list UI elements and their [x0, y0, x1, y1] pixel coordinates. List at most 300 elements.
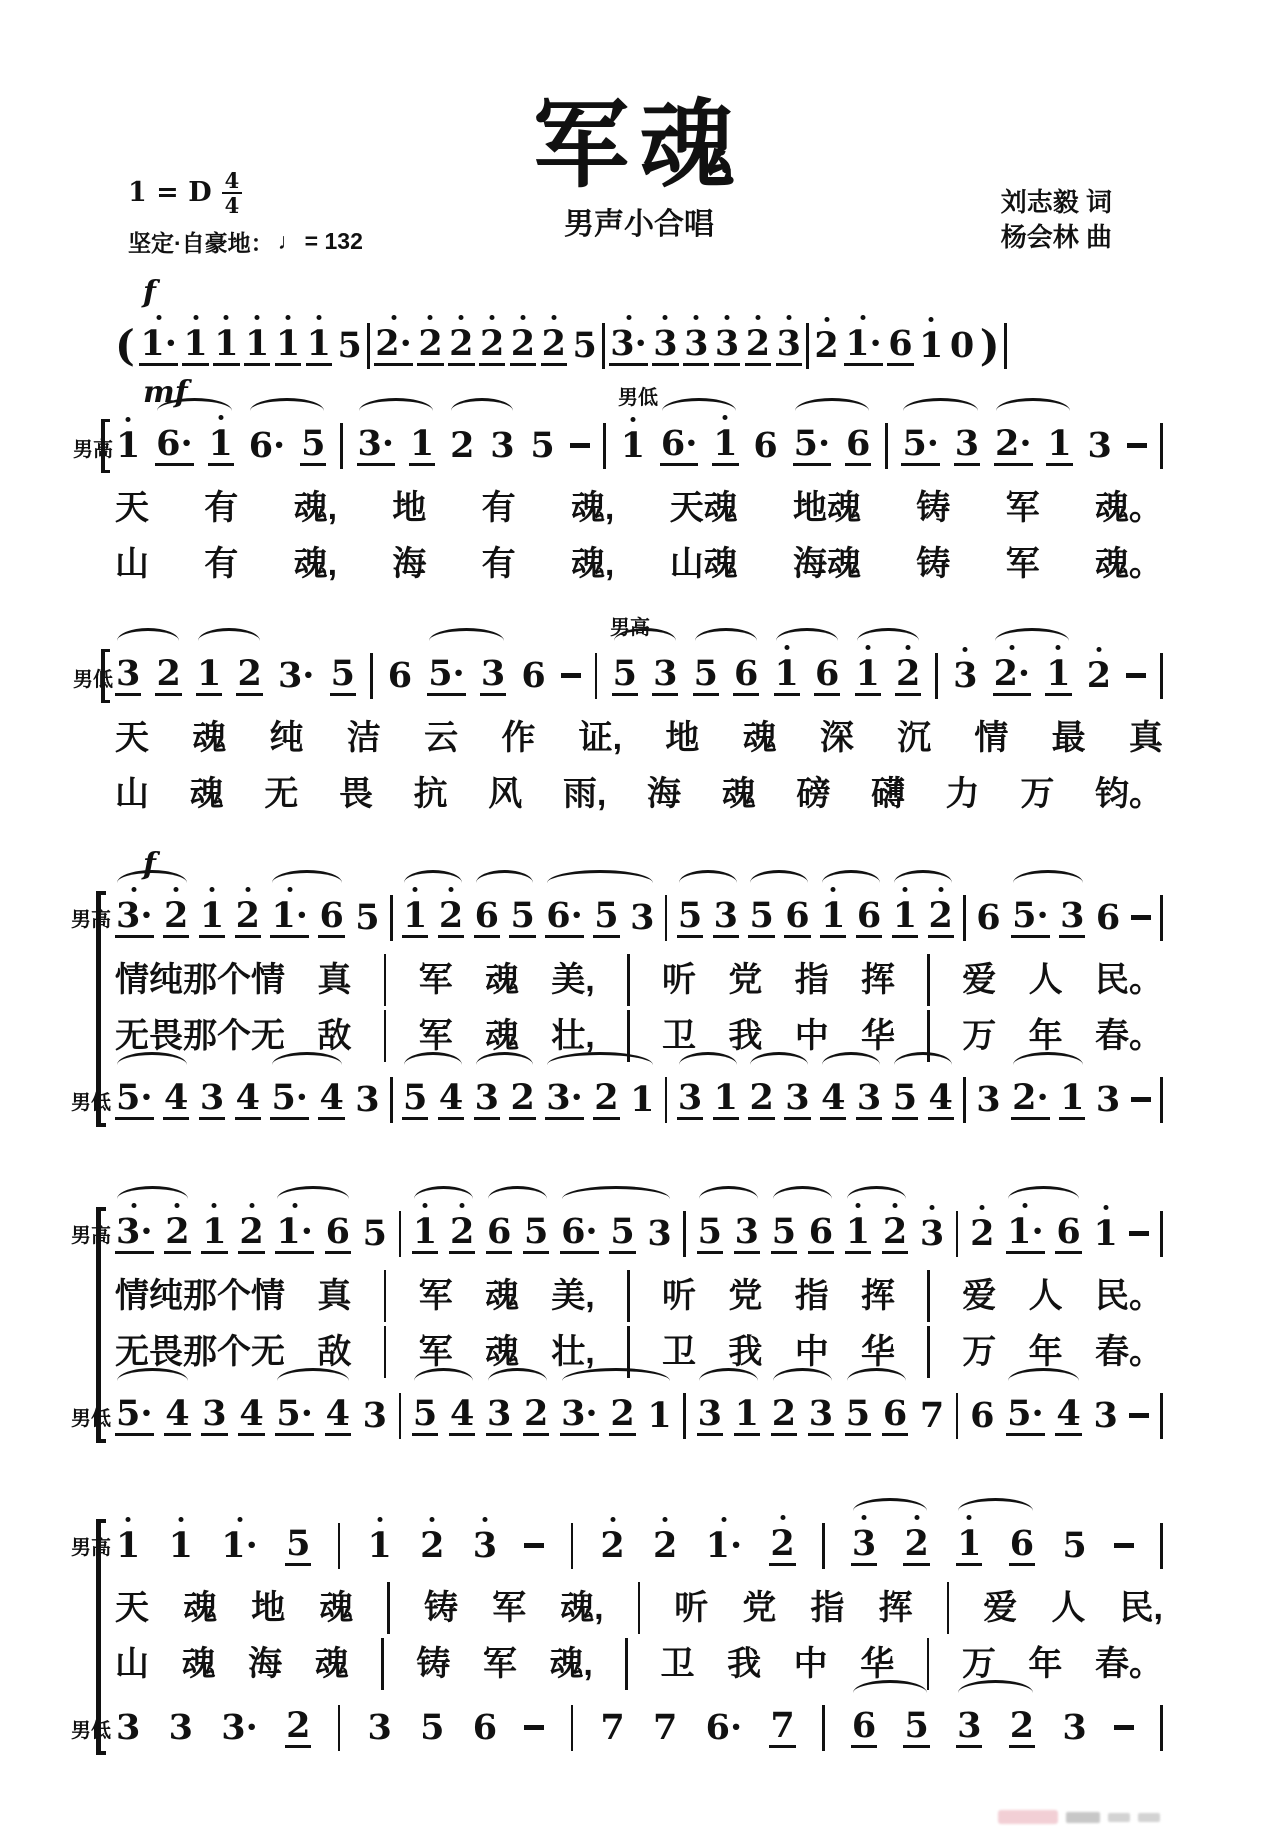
- lyrics-row: [115, 1585, 1163, 1631]
- note: 3: [1087, 425, 1112, 467]
- lyric-barline: [627, 1270, 630, 1322]
- note: 2: [770, 1522, 795, 1564]
- quarter-note-icon: ♩: [277, 227, 301, 254]
- lyric-word: 人: [1051, 1588, 1086, 1627]
- lyric-word: 天: [115, 488, 149, 527]
- note: 3·: [221, 1707, 258, 1749]
- note: 6·: [156, 422, 193, 464]
- note: 3: [954, 422, 980, 464]
- barline: [370, 653, 373, 699]
- lyric-word: 美,: [551, 960, 595, 999]
- note: 7: [919, 1395, 945, 1437]
- voice-label-tenor: 男高: [71, 908, 111, 931]
- note: 3: [1060, 894, 1085, 936]
- lyric-word: 中: [793, 1644, 828, 1683]
- lyric-barline: [384, 1326, 387, 1378]
- barline: [956, 1211, 959, 1257]
- lyric-word: 魂: [181, 1644, 216, 1683]
- lyric-word: 军: [492, 1588, 527, 1627]
- dash-prolong: [1131, 915, 1151, 920]
- note: 2: [882, 1210, 908, 1252]
- note: 5: [286, 1522, 311, 1564]
- barline: [806, 323, 809, 369]
- lyric-word: 魂: [183, 1588, 218, 1627]
- lyric-word: 作: [501, 718, 536, 757]
- lyric-word: 铸: [916, 488, 951, 527]
- note: 1·: [140, 322, 177, 364]
- barline: [1160, 653, 1163, 699]
- lyric-barline: [638, 1582, 641, 1634]
- note: 1: [892, 894, 918, 936]
- slur-arc: [776, 628, 838, 641]
- score-header: [0, 167, 1278, 256]
- slur-arc: [679, 870, 737, 883]
- slur-arc: [198, 628, 260, 641]
- note: 2: [450, 425, 475, 467]
- barline: [595, 653, 598, 699]
- lyric-word: 听: [661, 1276, 696, 1315]
- lyric-word: 魂,: [570, 488, 615, 527]
- note: 1: [855, 652, 880, 694]
- lyric-word: 我: [728, 1332, 763, 1371]
- lyric-word: 风: [488, 774, 523, 813]
- note: 1: [647, 1395, 672, 1437]
- lyric-word: 云: [424, 718, 459, 757]
- slur-arc: [995, 628, 1069, 641]
- time-numerator: 4: [224, 167, 240, 193]
- slur-arc: [662, 398, 736, 411]
- note: 2·: [1012, 1076, 1049, 1118]
- notation-line-tenor-4: [115, 1205, 1163, 1263]
- note: 6·: [660, 422, 698, 464]
- note: 3: [647, 1213, 672, 1255]
- dash-prolong: [1129, 1413, 1149, 1418]
- note: 2: [749, 1076, 774, 1118]
- lyric-word: 指: [810, 1588, 845, 1627]
- lyric-word: 指: [794, 960, 829, 999]
- note: 1·: [271, 894, 308, 936]
- notation-line-tenor-1: [115, 374, 1163, 475]
- note: 2: [510, 1076, 535, 1118]
- lyric-word: 磅: [796, 774, 831, 813]
- voice-label-bass: 男低: [71, 1407, 111, 1430]
- dash-prolong: [524, 1543, 544, 1548]
- barline: [963, 895, 966, 941]
- lyrics-row: [115, 771, 1163, 817]
- lyric-word: 爱: [962, 1276, 997, 1315]
- note: 7: [600, 1707, 625, 1749]
- lyric-word: 抗: [413, 774, 448, 813]
- slur-arc: [847, 1186, 906, 1199]
- note: 1: [734, 1392, 759, 1434]
- lyrics-row: [115, 485, 1163, 531]
- voice-change-label: 男低: [618, 386, 658, 409]
- note: 7: [770, 1704, 795, 1746]
- lyric-word: 魂,: [549, 1644, 593, 1683]
- lyric-word: 山: [115, 1644, 149, 1683]
- note: 6: [472, 1707, 498, 1749]
- slur-arc: [795, 398, 869, 411]
- lyrics-row: [115, 957, 1163, 1003]
- note: 3: [851, 1522, 877, 1564]
- note: 6: [319, 894, 344, 936]
- note: 3: [684, 322, 709, 364]
- note: 3: [367, 1707, 392, 1749]
- note: 1: [630, 1079, 655, 1121]
- note: 1: [713, 1076, 739, 1118]
- note: 6·: [248, 425, 286, 467]
- note: 3: [116, 652, 141, 694]
- lyric-word: 海: [647, 774, 682, 813]
- note: 1·: [221, 1525, 258, 1567]
- lyric-word: 万: [962, 1016, 997, 1055]
- lyric-word: 魂: [319, 1588, 354, 1627]
- dash-prolong: [1129, 1231, 1149, 1236]
- dash-prolong: [1114, 1725, 1134, 1730]
- lyric-word: 海: [392, 544, 427, 583]
- note: 3: [1093, 1395, 1118, 1437]
- note: 1: [202, 1210, 227, 1252]
- note: 5: [771, 1210, 797, 1252]
- note: 3: [480, 652, 506, 694]
- lyric-word: 壮,: [551, 1332, 595, 1371]
- lyric-word: 畏: [338, 774, 373, 813]
- lyric-barline: [381, 1638, 384, 1690]
- note: 5: [524, 1210, 549, 1252]
- note: 3: [653, 322, 678, 364]
- slur-arc: [894, 870, 952, 883]
- note: 1: [1093, 1213, 1118, 1255]
- lyric-word: 海魂: [792, 544, 861, 583]
- lyric-word: 无: [264, 774, 299, 813]
- lyric-word: 山魂: [669, 544, 738, 583]
- lyric-barline: [384, 954, 387, 1006]
- note: 4: [239, 1392, 264, 1434]
- barline: [956, 1393, 959, 1439]
- note: 6: [734, 652, 759, 694]
- dynamic-marking: f: [143, 274, 156, 310]
- lyric-word: 魂,: [570, 544, 615, 583]
- barline: [935, 653, 938, 699]
- lyric-word: 魂: [189, 774, 224, 813]
- lyric-barline: [627, 954, 630, 1006]
- note: 3: [474, 1076, 499, 1118]
- slur-arc: [822, 870, 880, 883]
- dash-prolong: [1127, 443, 1147, 448]
- lyric-word: 爱: [983, 1588, 1018, 1627]
- note: 2: [970, 1213, 995, 1255]
- lyric-word: 春。: [1094, 1016, 1163, 1055]
- note: 5: [403, 1076, 428, 1118]
- note: 1·: [705, 1525, 743, 1567]
- lyric-word: 中: [794, 1332, 829, 1371]
- lyric-word: 地: [665, 718, 700, 757]
- lyric-word: 礴: [871, 774, 906, 813]
- note: 1: [1046, 652, 1071, 694]
- lyric-word: 魂,: [560, 1588, 604, 1627]
- lyric-word: 铸: [916, 544, 951, 583]
- barline: [665, 895, 668, 941]
- lyric-word: 万: [961, 1644, 996, 1683]
- lyric-word: 敌: [317, 1016, 352, 1055]
- lyric-barline: [927, 1270, 930, 1322]
- barline: [602, 323, 605, 369]
- note: 2: [745, 322, 771, 364]
- note: 2·: [994, 422, 1032, 464]
- dash-prolong: [1126, 673, 1146, 678]
- note: 2: [286, 1704, 311, 1746]
- barline: [571, 1705, 574, 1751]
- composer: 杨会林 曲: [1000, 221, 1112, 252]
- barline: [1004, 323, 1007, 369]
- note: 5: [330, 652, 355, 694]
- note: 1·: [845, 322, 882, 364]
- note: 2: [237, 652, 262, 694]
- lyric-word: 真: [317, 960, 352, 999]
- lyric-word: 魂。: [1094, 544, 1163, 583]
- lyric-word: 无畏那个无: [115, 1016, 285, 1055]
- note: 5: [612, 652, 637, 694]
- note: 4: [1056, 1392, 1081, 1434]
- slur-arc: [277, 1186, 349, 1199]
- lyric-word: 春。: [1094, 1332, 1163, 1371]
- lyric-word: 指: [794, 1276, 829, 1315]
- note: 1: [183, 322, 208, 364]
- note: 2: [420, 1525, 445, 1567]
- note: 6: [976, 897, 1001, 939]
- lyric-barline: [625, 1638, 628, 1690]
- lyricist: 刘志毅 词: [1000, 186, 1112, 217]
- slur-arc: [414, 1186, 473, 1199]
- note: 3: [953, 655, 978, 697]
- key-label: 1 = D: [128, 177, 212, 209]
- slur-arc: [903, 398, 978, 411]
- paren: ): [979, 320, 1000, 370]
- note: 3: [1095, 1079, 1121, 1121]
- note: 5·: [793, 422, 831, 464]
- note: 1: [275, 322, 301, 364]
- note: 3·: [561, 1392, 598, 1434]
- note: 3: [714, 322, 740, 364]
- lyric-word: 军: [1005, 488, 1040, 527]
- slur-arc: [429, 628, 504, 641]
- note: 5: [572, 325, 597, 367]
- slur-arc: [272, 870, 342, 883]
- slur-arc: [773, 1186, 832, 1199]
- note: 2: [239, 1210, 264, 1252]
- lyric-barline: [927, 1638, 930, 1690]
- note: 3: [713, 894, 739, 936]
- slur-arc: [451, 398, 513, 411]
- note: 2: [449, 322, 474, 364]
- lyric-barline: [947, 1582, 950, 1634]
- note: 1: [919, 325, 944, 367]
- barline: [1160, 1523, 1163, 1569]
- watermark-mark: [1138, 1813, 1160, 1822]
- note: 2: [600, 1525, 625, 1567]
- lyric-word: 年: [1028, 1332, 1063, 1371]
- note: 5: [693, 652, 718, 694]
- note: 5: [530, 425, 555, 467]
- lyric-word: 挥: [861, 1276, 896, 1315]
- watermark-mark: [1066, 1812, 1100, 1823]
- dynamic-marking: f: [143, 846, 156, 882]
- note: 1: [845, 1210, 871, 1252]
- note: 3·: [277, 655, 315, 697]
- lyric-word: 天魂: [669, 488, 738, 527]
- note: 2: [438, 894, 464, 936]
- lyric-word: 卫: [660, 1644, 695, 1683]
- lyric-word: 魂: [721, 774, 756, 813]
- note: 2: [610, 1392, 635, 1434]
- note: 2: [1086, 655, 1112, 697]
- note: 2: [771, 1392, 797, 1434]
- tempo-value: = 132: [304, 227, 363, 254]
- note: 2·: [993, 652, 1031, 694]
- barline: [390, 1077, 393, 1123]
- note: 5: [412, 1392, 438, 1434]
- note: 3: [630, 897, 655, 939]
- note: 1·: [1007, 1210, 1044, 1252]
- lyric-word: 华: [861, 1332, 896, 1371]
- note: 6: [856, 894, 882, 936]
- dash-prolong: [1131, 1097, 1151, 1102]
- lyric-word: 有: [481, 488, 516, 527]
- lyric-word: 情: [974, 718, 1009, 757]
- slur-arc: [1008, 1186, 1079, 1199]
- note: 2: [652, 1525, 678, 1567]
- note: 6: [1056, 1210, 1081, 1252]
- lyric-word: 听: [674, 1588, 709, 1627]
- lyric-word: 我: [728, 1016, 763, 1055]
- note: 5: [892, 1076, 918, 1118]
- lyric-word: 人: [1028, 960, 1063, 999]
- note: 1: [168, 1525, 193, 1567]
- note: 6: [1009, 1522, 1035, 1564]
- note: 6·: [705, 1707, 743, 1749]
- barline: [390, 895, 393, 941]
- lyrics-row: [115, 1013, 1163, 1059]
- voice-label-bass: 男低: [73, 668, 113, 691]
- note: 3: [856, 1076, 882, 1118]
- lyric-word: 铸: [416, 1644, 451, 1683]
- lyric-word: 听: [661, 960, 696, 999]
- slur-arc: [699, 1186, 758, 1199]
- note: 2·: [375, 322, 412, 364]
- lyric-word: 钧。: [1094, 774, 1163, 813]
- note: 1: [821, 894, 846, 936]
- note: 6: [486, 1210, 512, 1252]
- lyric-word: 山: [115, 544, 149, 583]
- lyric-word: 魂: [484, 1016, 519, 1055]
- note: 2: [904, 1522, 929, 1564]
- lyric-word: 雨,: [562, 774, 607, 813]
- note: 5: [510, 894, 535, 936]
- note: 1: [245, 322, 270, 364]
- note: 2: [814, 325, 839, 367]
- note: 5: [697, 1210, 722, 1252]
- note: 3: [776, 322, 801, 364]
- lyric-word: 天: [115, 1588, 149, 1627]
- note: 6: [325, 1210, 350, 1252]
- lyric-word: 证,: [578, 718, 623, 757]
- credits: [1001, 185, 1112, 255]
- lyric-word: 纯: [269, 718, 304, 757]
- lyric-word: 军: [418, 1016, 453, 1055]
- note: 2: [895, 652, 921, 694]
- note: 1: [306, 322, 332, 364]
- lyric-word: 军: [418, 1276, 453, 1315]
- system-5: [71, 1517, 1163, 1757]
- watermark: [998, 1810, 1160, 1824]
- notation-line-bass-1: [115, 616, 1163, 705]
- lyric-word: 华: [860, 1644, 895, 1683]
- lyric-word: 天: [115, 718, 149, 757]
- lyric-word: 人: [1028, 1276, 1063, 1315]
- note: 5: [337, 325, 362, 367]
- paren: (: [115, 320, 135, 370]
- lyric-word: 军: [418, 1332, 453, 1371]
- barline: [338, 1705, 341, 1751]
- lyric-barline: [384, 1270, 387, 1322]
- note: 2: [164, 894, 189, 936]
- note: 3: [199, 1076, 225, 1118]
- barline: [367, 323, 370, 369]
- barline: [399, 1211, 402, 1257]
- lyric-word: 有: [204, 544, 239, 583]
- note: 1: [1060, 1076, 1085, 1118]
- voice-change-label: 男高: [610, 616, 650, 639]
- note: 6: [474, 894, 499, 936]
- notation-line-bass-4: [115, 1387, 1163, 1445]
- note: 5: [355, 897, 380, 939]
- lyric-word: 最: [1051, 718, 1086, 757]
- lyric-barline: [384, 1010, 387, 1062]
- note: 1: [367, 1525, 392, 1567]
- lyric-word: 党: [742, 1588, 777, 1627]
- note: 5: [677, 894, 703, 936]
- slur-arc: [547, 870, 653, 883]
- lyric-word: 美,: [551, 1276, 595, 1315]
- lyric-word: 海: [248, 1644, 283, 1683]
- note: 4: [165, 1392, 190, 1434]
- note: 1: [774, 652, 799, 694]
- lyric-word: 沉: [897, 718, 932, 757]
- voice-label-bass: 男低: [71, 1719, 111, 1742]
- note: 3: [677, 1076, 703, 1118]
- notation-line-intro: [115, 274, 1007, 375]
- dash-prolong: [1114, 1543, 1134, 1548]
- lyric-word: 地魂: [792, 488, 861, 527]
- note: 3: [785, 1076, 810, 1118]
- note: 1·: [276, 1210, 313, 1252]
- barline: [1160, 895, 1163, 941]
- note: 3: [362, 1395, 388, 1437]
- note: 4: [928, 1076, 953, 1118]
- note: 1: [620, 425, 646, 467]
- note: 5·: [1012, 894, 1049, 936]
- notation-line-tenor-5: [115, 1517, 1163, 1575]
- lyric-word: 魂: [192, 718, 227, 757]
- barline: [665, 1077, 668, 1123]
- lyric-word: 挥: [878, 1588, 913, 1627]
- slur-arc: [562, 1186, 670, 1199]
- note: 6: [1095, 897, 1121, 939]
- note: 2: [594, 1076, 619, 1118]
- note: 3·: [610, 322, 647, 364]
- note: 1: [116, 1525, 141, 1567]
- note: 7: [652, 1707, 678, 1749]
